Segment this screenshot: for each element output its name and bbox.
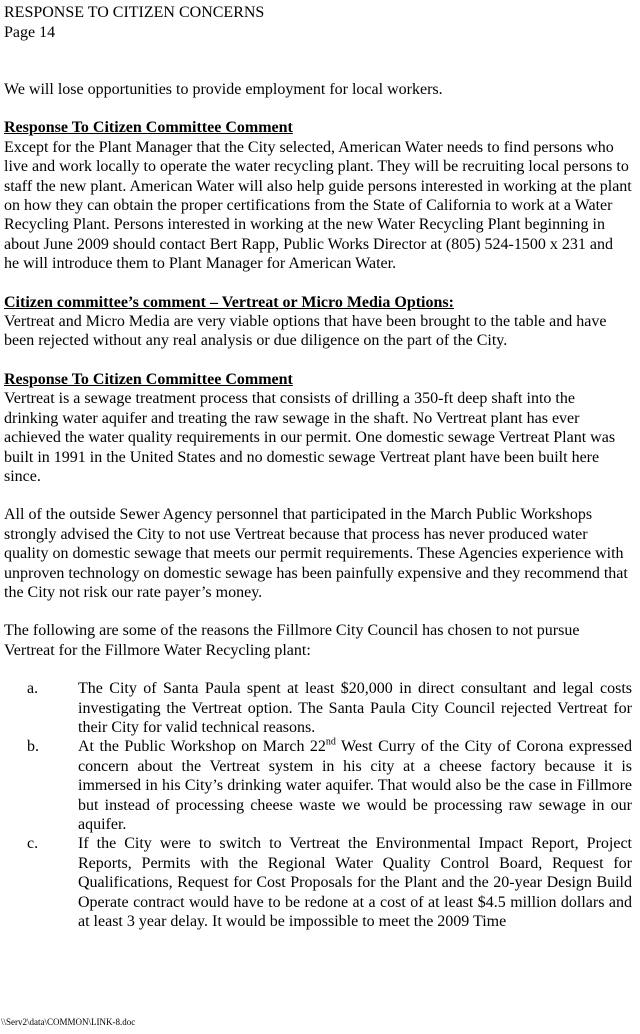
document-body: [4, 80, 632, 931]
list-marker: b.: [27, 738, 39, 756]
list-item-text: [78, 738, 632, 833]
agencies-paragraph: All of the outside Sewer Agency personnel that participated in the March Public Workshops strongly advised the City to not use Vertreat because that process has never produced water quality on domestic sewage that meets our permit requirements. These Agencies experience with unproven technology on domestic sewage has been painfully expensive and they recommend that the City not risk our rate payer’s money.: [4, 506, 628, 601]
document-title: RESPONSE TO CITIZEN CONCERNS: [4, 4, 265, 21]
list-item-text-end: West Curry of the City of Corona expressed concern about the Vertreat system in his city at a cheese factory because it is immersed in his City’s drinking water aquifer. That would also be the case in Fillmore but instead of processing cheese waste we would be processing raw sewage in our aquifer.: [78, 738, 632, 833]
comment-body-2: Vertreat and Micro Media are very viable options that have been brought to the table and have been rejected without any real analysis or due diligence on the part of the City.: [4, 313, 607, 350]
list-item-text: The City of Santa Paula spent at least $20,000 in direct consultant and legal costs investigating the Vertreat option. The Santa Paula City Council rejected Vertreat for their City for valid technical reasons.: [78, 680, 632, 736]
response-body-2: Vertreat is a sewage treatment process that consists of drilling a 350-ft deep shaft into the drinking water aquifer and treating the raw sewage in the shaft. No Vertreat plant has ever achieved the water quality requirements in our permit. One domestic sewage Vertreat Plant was built in 1991 in the United States and no domestic sewage Vertreat plant have been built here since.: [4, 390, 616, 485]
response-body-1: Except for the Plant Manager that the City selected, American Water needs to find persons who live and work locally to operate the water recycling plant. They will be recruiting local persons to staff the new plant. American Water will also help guide persons interested in working at the plant on how they can obtain the proper certifications from the State of California to work at a Water Recycling Plant. Persons interested in working at the new Water Recycling Plant beginning in about June 2009 should contact Bert Rapp, Public Works Director at (805) 524-1500 x 231 and he will introduce them to Plant Manager for American Water.: [4, 138, 632, 273]
intro-line: We will lose opportunities to provide employment for local workers.: [4, 81, 443, 98]
comment-heading-2: Citizen committee’s comment – Vertreat or Micro Media Options:: [4, 293, 454, 311]
reasons-intro-paragraph: The following are some of the reasons the Fillmore City Council has chosen to not pursue Vertreat for the Fillmore Water Recycling plant:: [4, 622, 580, 659]
list-item-text: If the City were to switch to Vertreat the Environmental Impact Report, Project Reports, Permits with the Regional Water Quality Control Board, Request for Qualifications, Request for Cost Proposals for the Plant and the 20-year Design Build Operate contract would have to be redone at a cost of at least $4.5 million dollars and at least 3 year delay. It would be impossible to meet the 2009 Time: [78, 835, 632, 931]
list-marker: a.: [27, 680, 39, 698]
page-number: Page 14: [4, 24, 56, 41]
page-header: [4, 3, 264, 43]
response-heading-1: Response To Citizen Committee Comment: [4, 119, 293, 137]
comment-section-2: [4, 293, 632, 351]
list-item: [4, 834, 632, 931]
response-section-2: [4, 370, 632, 486]
list-item-text-start: At the Public Workshop on March 22: [78, 738, 326, 756]
response-section-1: [4, 118, 632, 273]
ordinal-superscript: nd: [325, 737, 336, 749]
list-item: [4, 737, 632, 834]
response-heading-2: Response To Citizen Committee Comment: [4, 370, 293, 388]
file-path-footer: \\Serv2\data\COMMON\LINK-8.doc: [1, 1017, 136, 1027]
reasons-list: [4, 679, 632, 931]
list-item: [4, 679, 632, 737]
list-marker: c.: [27, 835, 39, 853]
